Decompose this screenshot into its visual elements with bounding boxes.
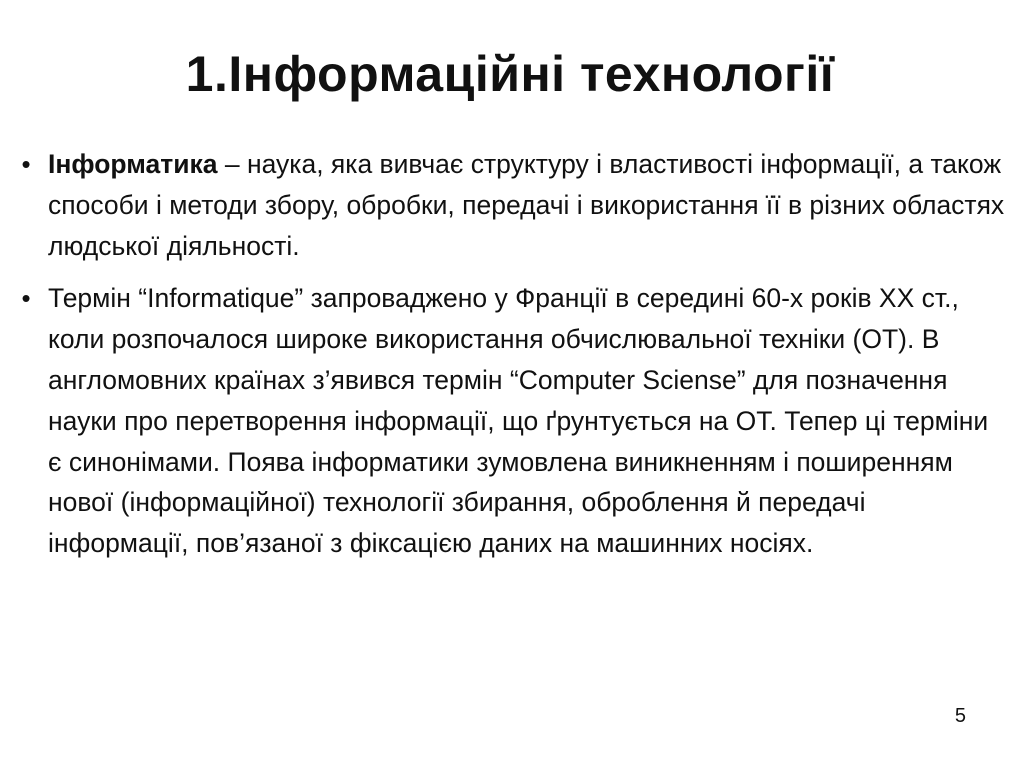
bullet-item-informatique xyxy=(16,278,1006,564)
page-number: 5 xyxy=(954,705,966,727)
bullet-dot-icon: • xyxy=(21,283,31,314)
slide-title: 1.Інформаційні технології xyxy=(185,46,835,102)
bullet-list xyxy=(16,144,1006,576)
bullet-item-informatics xyxy=(16,144,1006,266)
bullet-text: Термін “Informatique” запроваджено у Франції в середині 60-х років XX ст., коли розпочалося широке використання обчислювальної техніки (ОТ). В англомовних країнах з’явився термін “Computer Sciense” для позначення науки про перетворення інформації, що ґрунтується на ОТ. Тепер ці терміни є синонімами. Поява інформатики зумовлена виникненням і поширенням нової (інформаційної) технології збирання, оброблення й передачі інформації, пов’язаної з фіксацією даних на машинних носіях. xyxy=(48,283,989,559)
bullet-dot-icon: • xyxy=(21,149,31,179)
bullet-text: – наука, яка вивчає структуру і властивості інформації, а також способи і методи збору, обробки, передачі і використання її в різних областях людської діяльності. xyxy=(48,149,1005,261)
bullet-term: Інформатика xyxy=(48,149,218,179)
